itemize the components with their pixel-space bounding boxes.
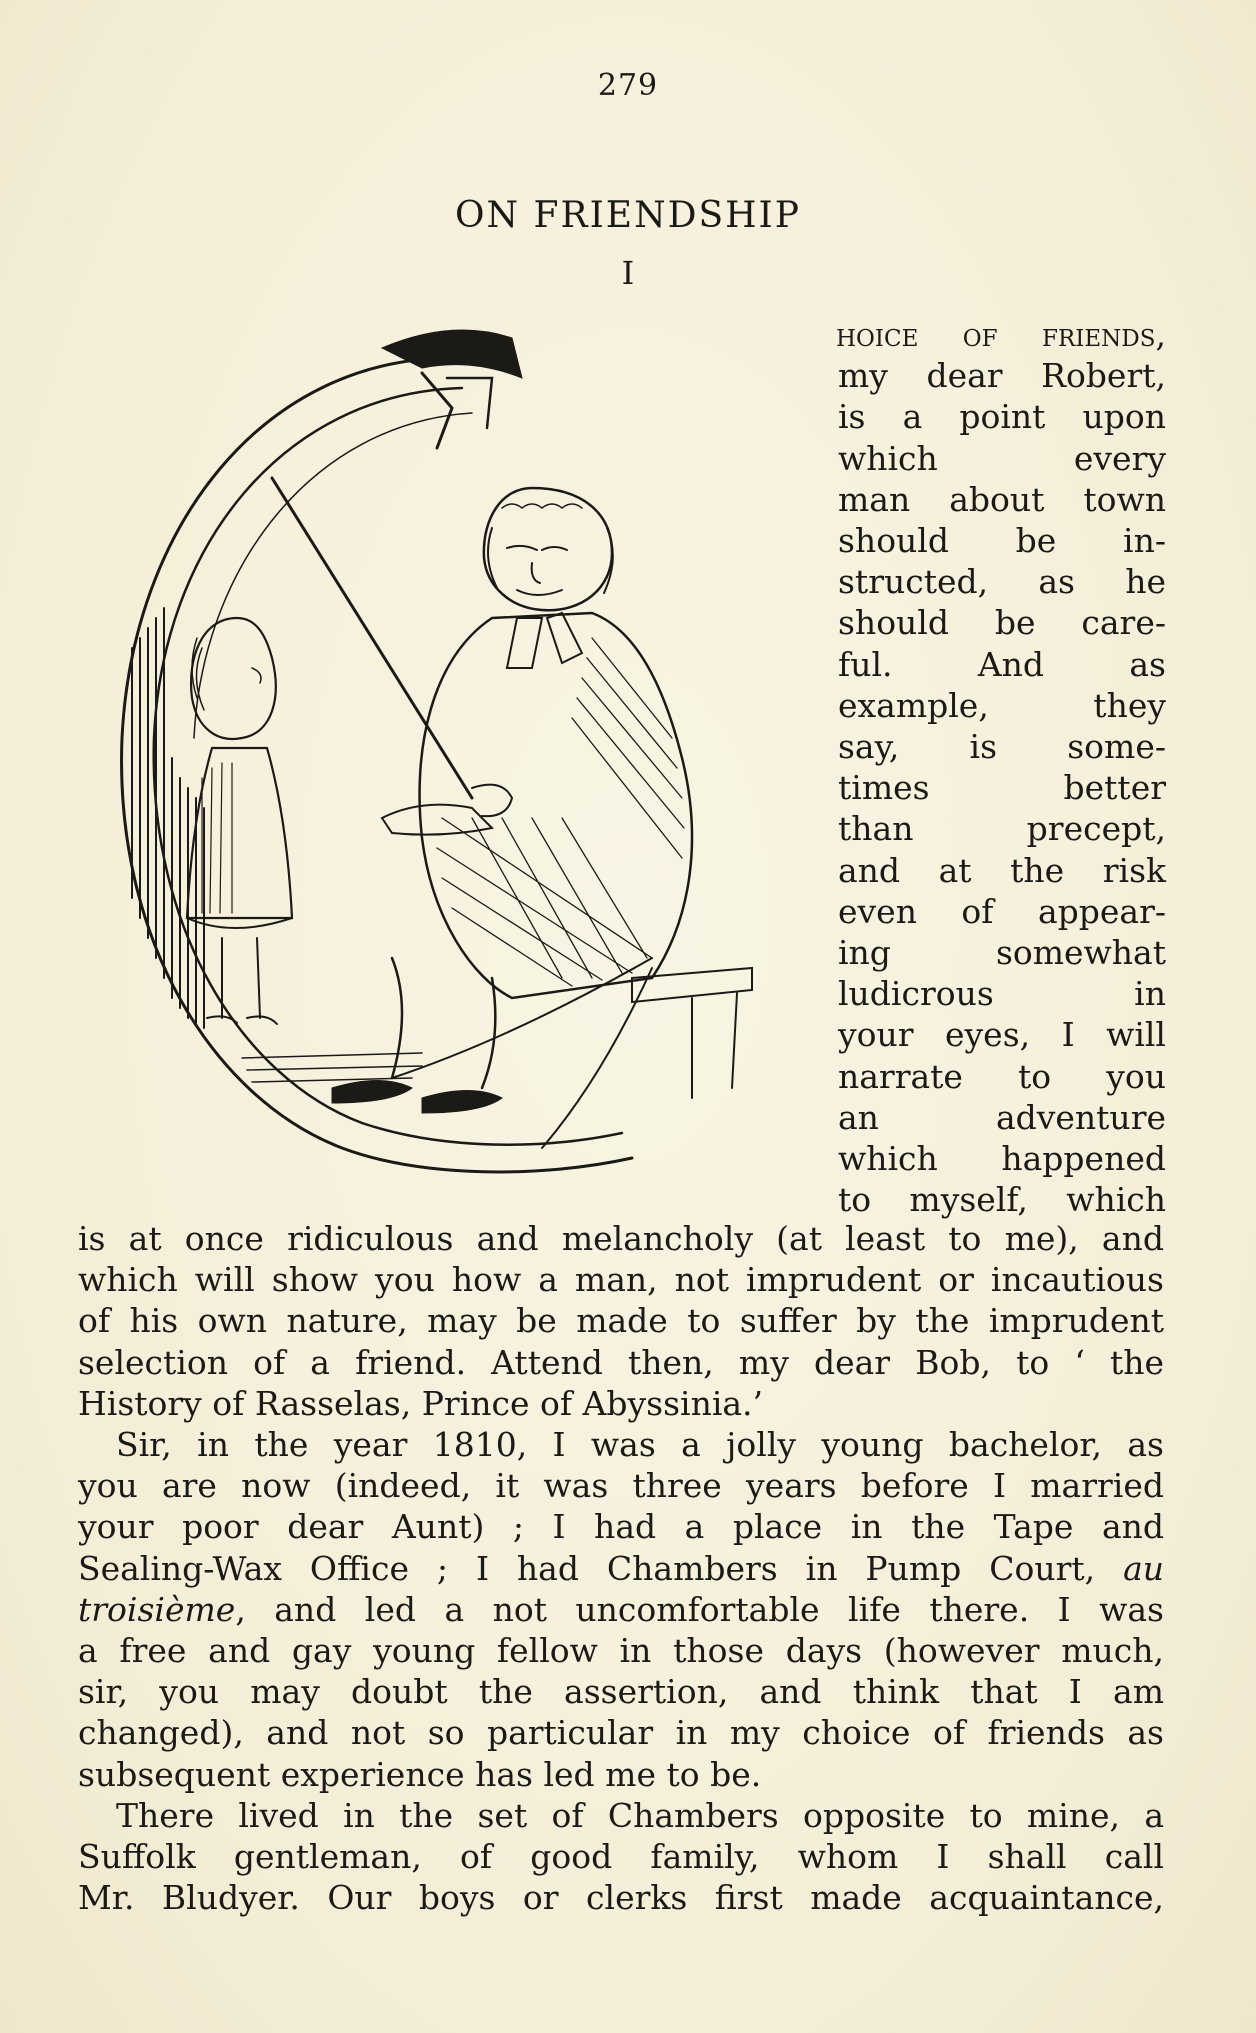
text-line: even of appear-	[838, 891, 1166, 931]
text-line: your eyes, I will	[838, 1015, 1166, 1055]
text-line: should be in-	[838, 521, 1166, 561]
drop-cap-c-illustration	[92, 318, 832, 1198]
text-line: example, they	[838, 685, 1166, 725]
text-line: structed, as he	[838, 562, 1166, 602]
text-line: sir, you may doubt the assertion, and think that I am	[78, 1672, 1164, 1712]
text-line: Sealing-Wax Office ; I had Chambers in Pump Court, au	[78, 1548, 1164, 1588]
chapter-title: ON FRIENDSHIP	[455, 195, 801, 236]
text-line: to myself, which	[838, 1180, 1166, 1220]
body-paragraphs	[78, 1218, 1164, 1918]
text-line: which happened	[838, 1139, 1166, 1179]
text-line: and at the risk	[838, 850, 1166, 890]
text-line: a free and gay young fellow in those days (however much,	[78, 1631, 1164, 1671]
text-line: than precept,	[838, 809, 1166, 849]
text-line: ludicrous in	[838, 974, 1166, 1014]
text-line: subsequent experience has led me to be.	[78, 1754, 762, 1794]
text-line: an adventure	[838, 1097, 1166, 1137]
page-number: 279	[597, 68, 659, 103]
text-line: changed), and not so particular in my choice of friends as	[78, 1713, 1164, 1753]
text-line: which every	[838, 438, 1166, 478]
text-line: which will show you how a man, not imprudent or incautious	[78, 1260, 1164, 1300]
chapter-number: I	[621, 254, 635, 292]
text-line: Sir, in the year 1810, I was a jolly young bachelor, as	[116, 1425, 1164, 1465]
text-line: Mr. Bludyer. Our boys or clerks first made acquaintance,	[78, 1878, 1164, 1918]
text-line: selection of a friend. Attend then, my dear Bob, to ‘ the	[78, 1342, 1164, 1382]
text-line: you are now (indeed, it was three years before I married	[78, 1466, 1164, 1506]
text-line: man about town	[838, 479, 1166, 519]
text-line: my dear Robert,	[838, 356, 1166, 396]
text-line: your poor dear Aunt) ; I had a place in the Tape and	[78, 1507, 1164, 1547]
text-line: of his own nature, may be made to suffer by the imprudent	[78, 1301, 1164, 1341]
text-line: is a point upon	[838, 397, 1166, 437]
text-line: times better	[838, 768, 1166, 808]
side-paragraph	[838, 314, 1166, 1220]
text-line: hoice of friends,	[836, 315, 1166, 354]
text-line: narrate to you	[838, 1056, 1166, 1096]
text-line: ful. And as	[838, 644, 1166, 684]
text-line: History of Rasselas, Prince of Abyssinia.’	[78, 1383, 764, 1423]
text-line: troisième, and led a not uncomfortable life there. I was	[78, 1589, 1164, 1629]
text-line: is at once ridiculous and melancholy (at least to me), and	[78, 1219, 1164, 1258]
text-line: say, is some-	[838, 727, 1166, 767]
text-line: Suffolk gentleman, of good family, whom I shall call	[78, 1837, 1164, 1877]
text-line: There lived in the set of Chambers opposite to mine, a	[116, 1795, 1164, 1835]
text-line: should be care-	[838, 603, 1166, 643]
text-line: ing somewhat	[838, 933, 1166, 973]
